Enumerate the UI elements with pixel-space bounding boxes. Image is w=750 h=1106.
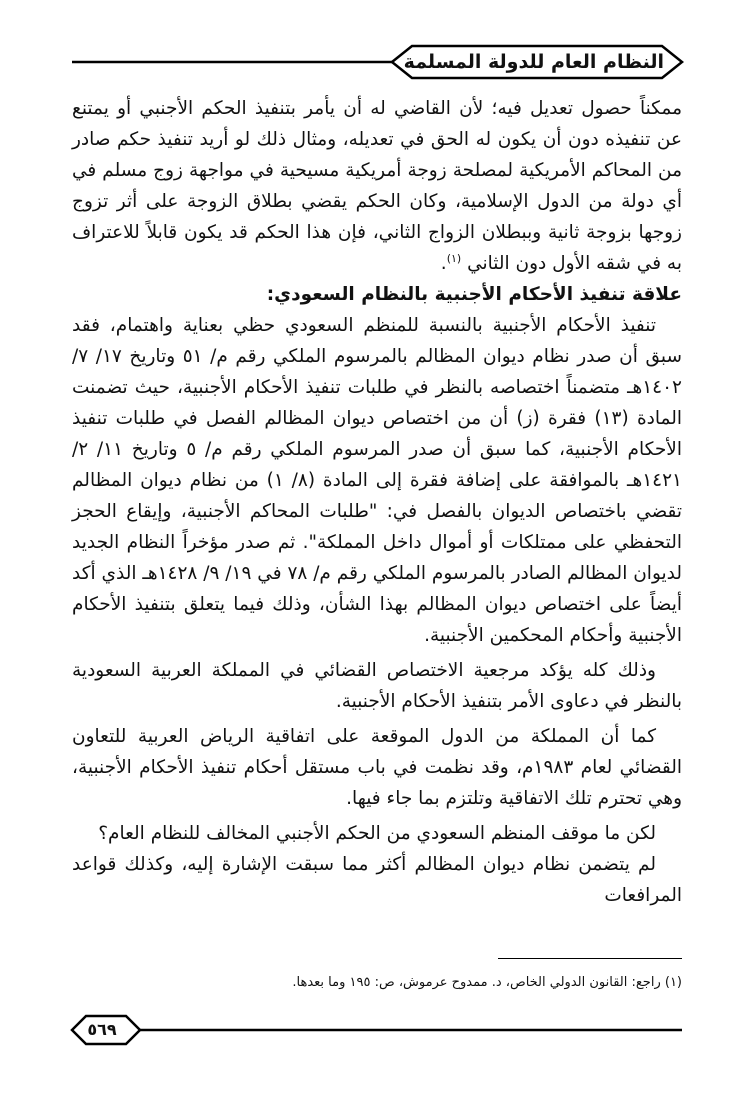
paragraph-2: تنفيذ الأحكام الأجنبية بالنسبة للمنظم السعودي حظي بعناية واهتمام، فقد سبق أن صدر نظام ديوان المظالم بالمرسوم الملكي رقم م/ ٥١ وتاريخ ١٧/ ٧/ ١٤٠٢هـ متضمناً اختصاصه بالنظر في طلبات تنفيذ الأحكام الأجنبية، حيث تضمنت المادة (١٣) فقرة (ز) أن من اختصاص ديوان المظالم الفصل في طلبات تنفيذ الأحكام الأجنبية، كما سبق أن صدر المرسوم الملكي رقم م/ ٥ وتاريخ ١١/ ٢/ ١٤٢١هـ بالموافقة على إضافة فقرة إلى المادة (٨/ ١) من نظام ديوان المظالم تقضي باختصاص الديوان بالفصل في: "طلبات المحاكم الأجنبية، وإيقاع الحجز التحفظي على ممتلكات أو أموال داخل المملكة". ثم صدر مؤخراً النظام الجديد لديوان المظالم الصادر بالمرسوم الملكي رقم م/ ٧٨ في ١٩/ ٩/ ١٤٢٨هـ الذي أكد أيضاً على اختصاص ديوان المظالم بهذا الشأن، وذلك فيما يتعلق بتنفيذ الأحكام الأجنبية وأحكام المحكمين الأجنبية. [72, 315, 682, 646]
section-heading: علاقة تنفيذ الأحكام الأجنبية بالنظام السعودي: [266, 284, 682, 305]
page-body [72, 93, 682, 911]
paragraph-1 [72, 93, 682, 279]
footnote-text: راجع: القانون الدولي الخاص، د. ممدوح عرموش، ص: ١٩٥ وما بعدها. [292, 975, 661, 990]
paragraph-6: لم يتضمن نظام ديوان المظالم أكثر مما سبقت الإشارة إليه، وكذلك قواعد المرافعات [72, 854, 682, 906]
paragraph-3: وذلك كله يؤكد مرجعية الاختصاص القضائي في المملكة العربية السعودية بالنظر في دعاوى الأمر بتنفيذ الأحكام الأجنبية. [72, 660, 682, 712]
page-number: ٥٦٩ [87, 1020, 117, 1039]
header-title: النظام العام للدولة المسلمة [403, 51, 664, 73]
paragraph-1-end: . [440, 253, 447, 274]
paragraph-4: كما أن المملكة من الدول الموقعة على اتفاقية الرياض العربية للتعاون القضائي لعام ١٩٨٣م، وقد نظمت في باب مستقل أحكام تنفيذ الأحكام الأجنبية، وهي تحترم تلك الاتفاقية وتلتزم بما جاء فيها. [72, 726, 682, 809]
footnote [72, 972, 682, 994]
paragraph-5: لكن ما موقف المنظم السعودي من الحكم الأجنبي المخالف للنظام العام؟ [98, 823, 656, 844]
paragraph-1-text: ممكناً حصول تعديل فيه؛ لأن القاضي له أن يأمر بتنفيذ الحكم الأجنبي أو يمتنع عن تنفيذه دون أن يكون له الحق في تعديله، ومثال ذلك لو أريد تنفيذ حكم صادر من المحاكم الأمريكية لمصلحة زوجة أمريكية مسيحية في مواجهة زوج مسلم في أي دولة من الدول الإسلامية، وكان الحكم يقضي بطلاق الزوجة على أثر تزوج زوجها بزوجة ثانية وببطلان الزواج الثاني، فإن هذا الحكم قد يكون قابلاً للاعتراف به في شقه الأول دون الثاني [72, 98, 682, 274]
footnote-reference[interactable]: (١) [446, 251, 462, 265]
footnote-separator [498, 958, 682, 959]
page-footer [0, 1010, 750, 1050]
running-header [0, 42, 750, 82]
footnote-marker: (١) [664, 975, 682, 990]
